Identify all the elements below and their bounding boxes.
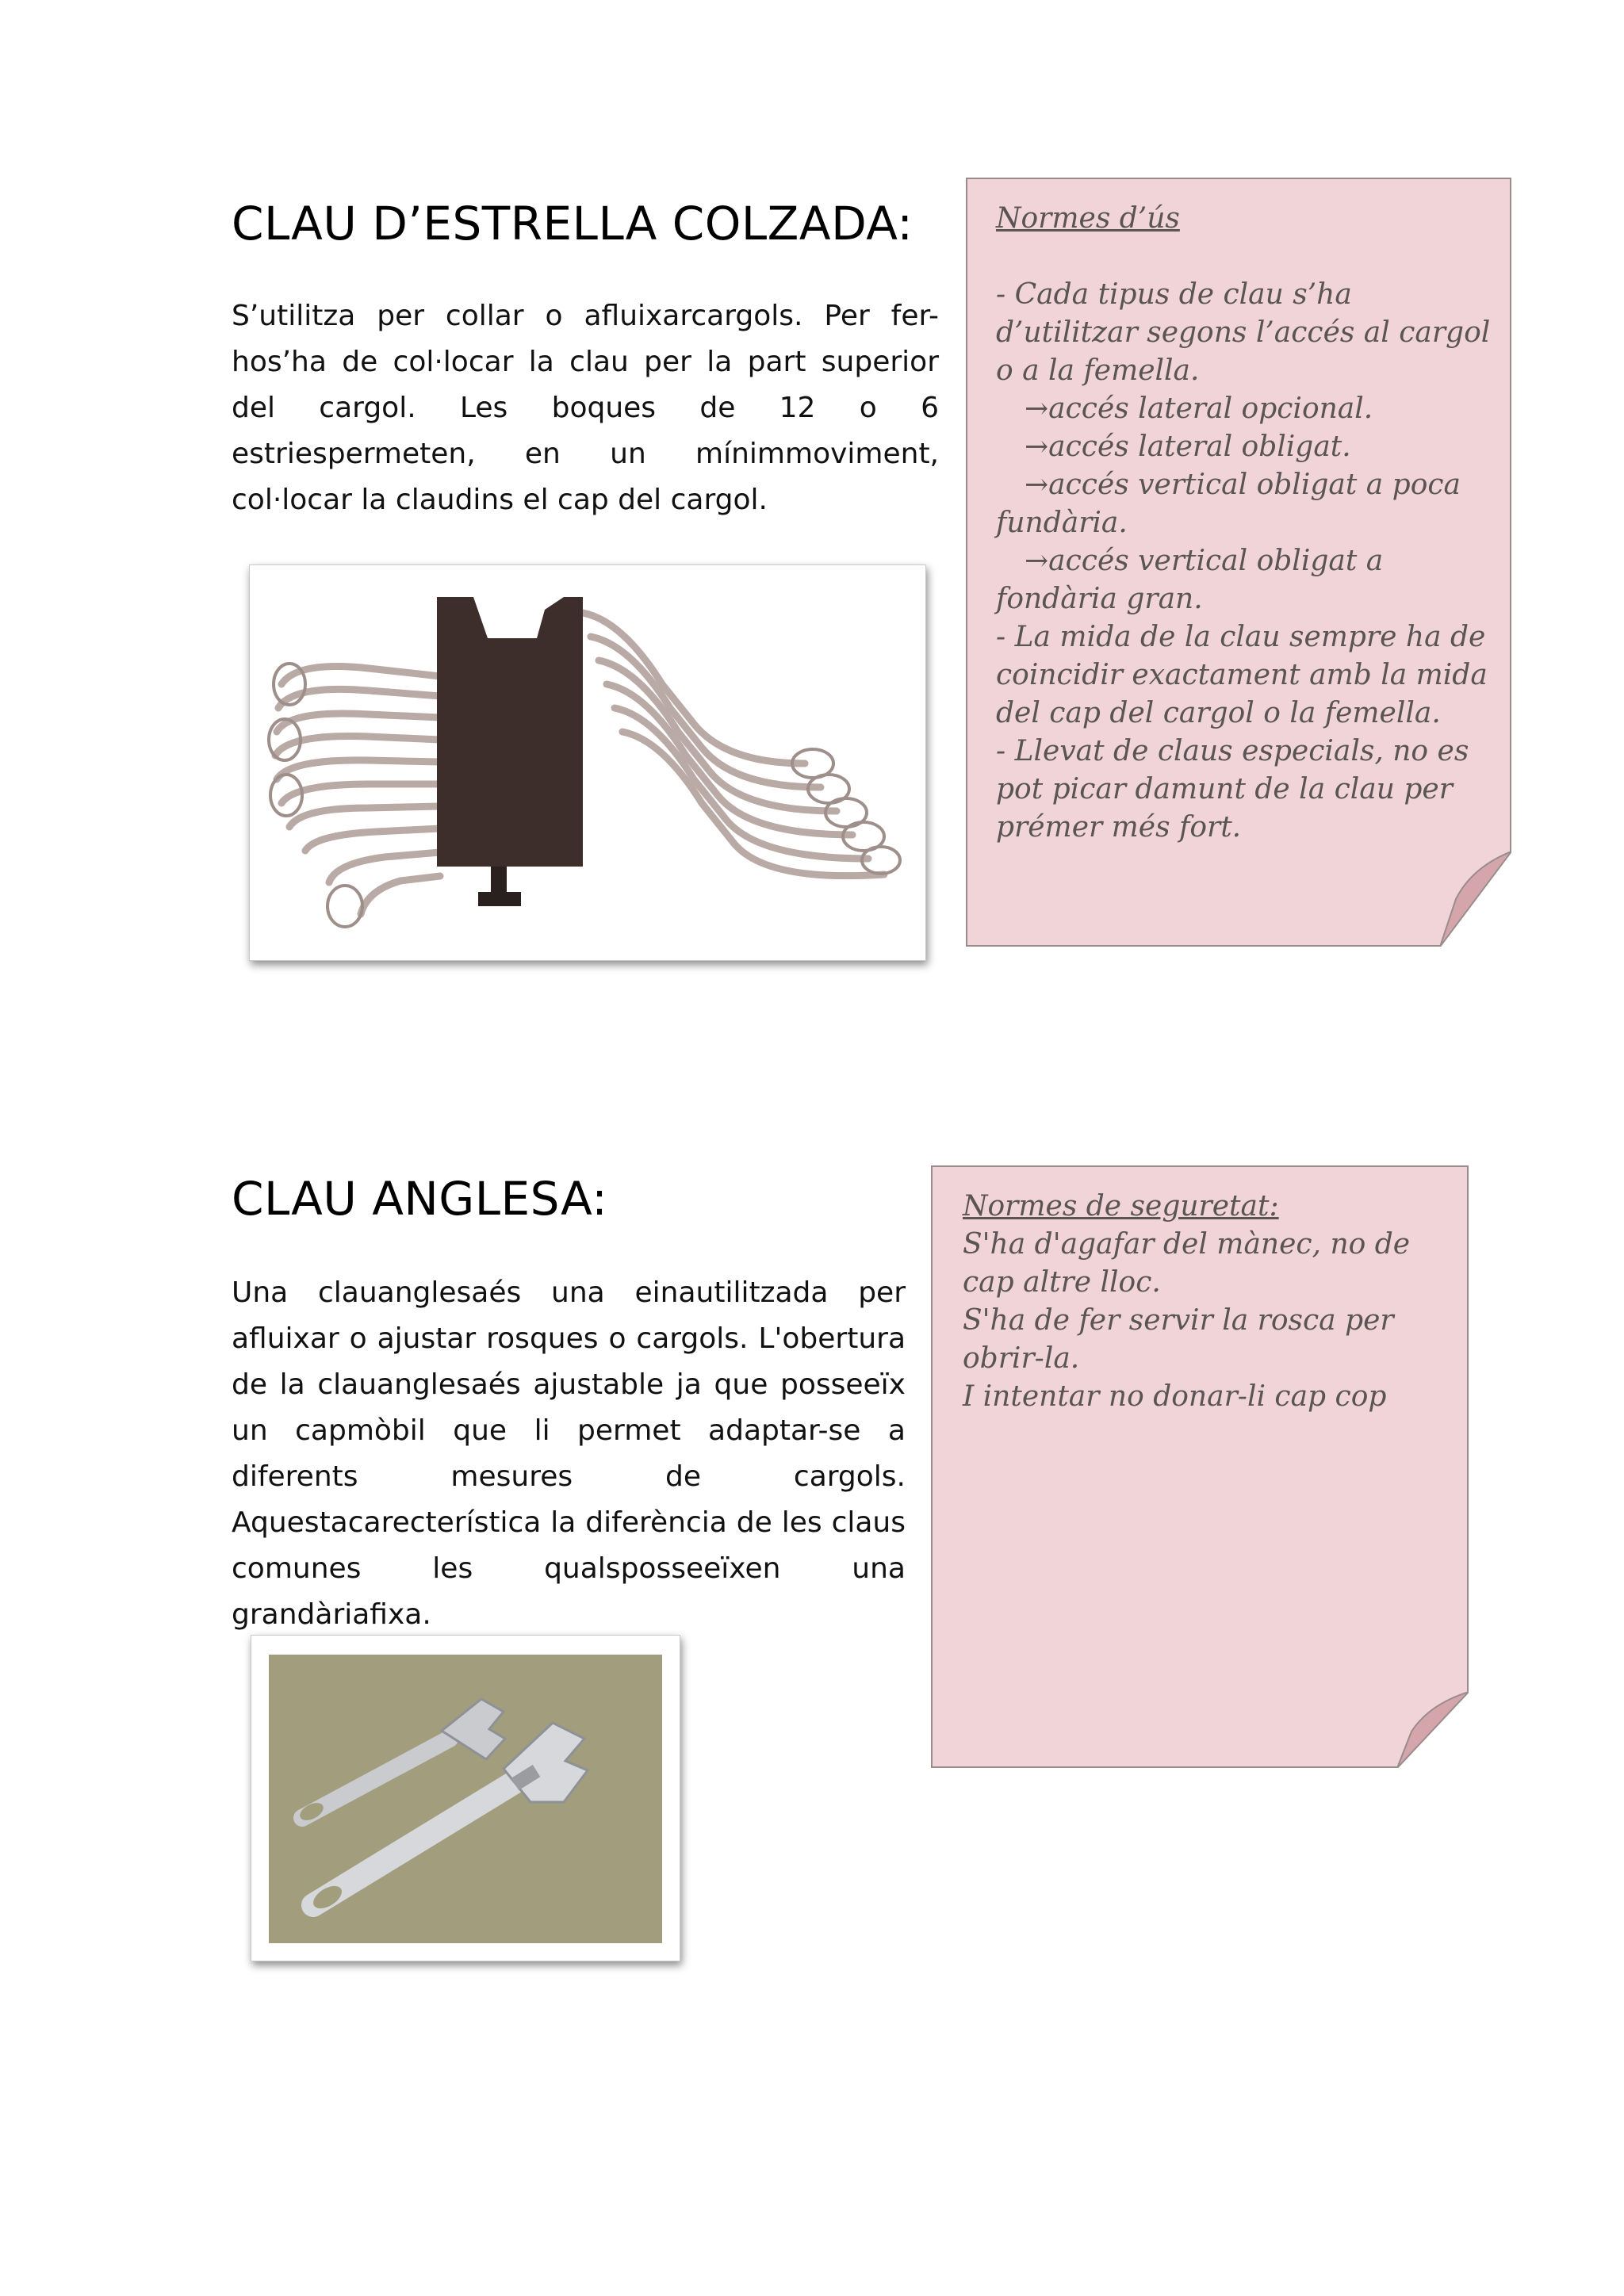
safety-rules-note — [931, 1165, 1469, 1768]
adjustable-wrench-photo — [251, 1635, 680, 1961]
usage-rule-line: - La mida de la clau sempre ha de coincidir exactament amb la mida del cap del cargol o la femella. — [996, 621, 1488, 729]
safety-rules-title: Normes de seguretat: — [963, 1190, 1279, 1223]
usage-rule-line: →accés lateral opcional. — [1025, 392, 1373, 425]
page-curl-icon — [1397, 1692, 1469, 1768]
safety-rules-content — [963, 1188, 1448, 1416]
safety-rule-line: S'ha de fer servir la rosca per obrir-la. — [963, 1304, 1394, 1375]
usage-rules-note — [966, 178, 1511, 947]
page-curl-icon — [1440, 851, 1511, 947]
usage-rule-line: - Cada tipus de clau s’ha d’utilitzar segons l’accés al cargol o a la femella. — [996, 278, 1491, 387]
adjustable-wrench-illustration — [251, 1636, 680, 1961]
section2-paragraph: Una clauanglesaés una einautilitzada per afluixar o ajustar rosques o cargols. L'obertura de la clauanglesaés ajustable ja que posseeïx un capmòbil que li permet adaptar-se a diferents mesures de cargols. Aquestacarecterística la diferència de les claus comunes les qualsposseeïxen una grandàriafixa. — [232, 1276, 906, 1631]
section1-title: CLAU D’ESTRELLA COLZADA: — [232, 197, 914, 251]
section1-paragraph: S’utilitza per collar o afluixarcargols. Per fer-hos’ha de col·locar la clau per la part superior del cargol. Les boques de 12 o 6 estriespermeten, en un mínimmoviment, col·locar la claudins el cap del cargol. — [232, 300, 939, 516]
section2-title: CLAU ANGLESA: — [232, 1172, 608, 1226]
usage-rule-line: →accés vertical obligat a fondària gran. — [996, 545, 1384, 615]
usage-rule-line: →accés lateral obligat. — [1025, 430, 1351, 463]
safety-rule-line: S'ha d'agafar del mànec, no de cap altre lloc. — [963, 1228, 1411, 1299]
combination-wrench-set-photo — [249, 564, 926, 961]
usage-rules-title: Normes d’ús — [996, 202, 1180, 235]
wrench-set-illustration — [250, 565, 925, 960]
usage-rules-content — [996, 200, 1494, 847]
safety-rule-line: I intentar no donar-li cap cop — [963, 1380, 1387, 1413]
usage-rule-line: →accés vertical obligat a poca fundària. — [996, 469, 1461, 539]
usage-rule-line: - Llevat de claus especials, no es pot picar damunt de la clau per prémer més fort. — [996, 735, 1469, 844]
